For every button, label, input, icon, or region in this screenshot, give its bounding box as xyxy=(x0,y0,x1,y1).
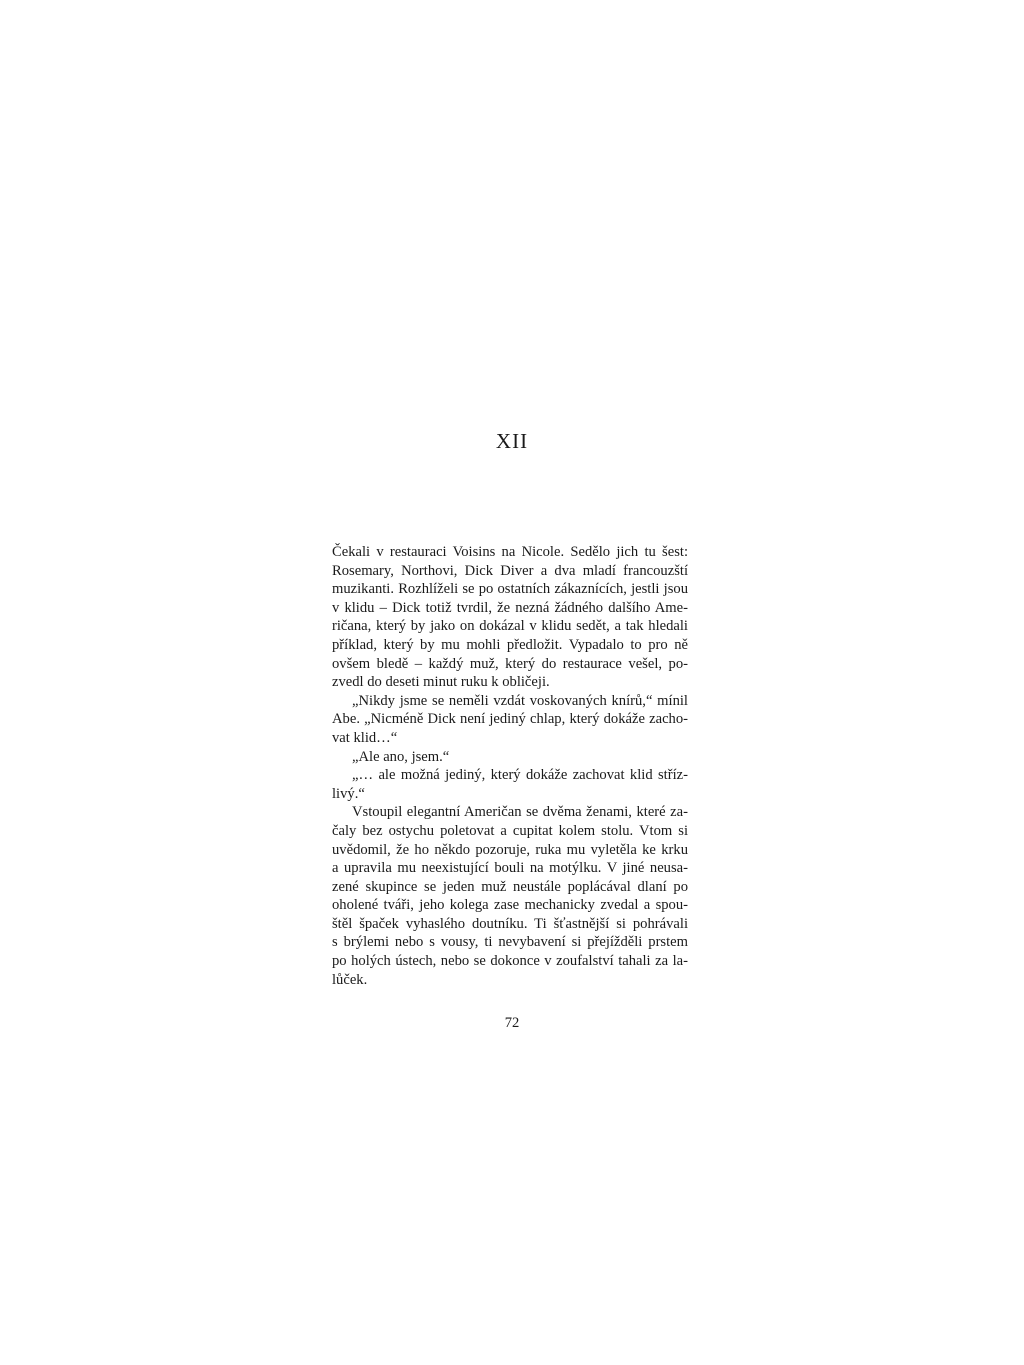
text-line: livý.“ xyxy=(332,785,365,802)
text-line: Čekali v restauraci Voisins na Nicole. Sedělo jich tu šest: xyxy=(332,544,688,560)
text-line: příklad, který by mu mohli předložit. Vypadalo to pro ně xyxy=(332,636,688,653)
text-line: čaly bez ostychu poletovat a cupitat kolem stolu. Vtom si xyxy=(332,822,688,839)
text-line: s brýlemi nebo s vousy, ti nevybavení si přejížděli prstem xyxy=(332,934,688,951)
text-line: lůček. xyxy=(332,971,368,988)
text-line: uvědomil, že ho někdo pozoruje, ruka mu vyletěla ke krku xyxy=(332,841,688,858)
paragraph xyxy=(332,803,688,989)
text-line: „Ale ano, jsem.“ xyxy=(352,748,450,765)
text-line: ovšem bledě – každý muž, který do restaurace vešel, po- xyxy=(332,655,688,672)
text-line: zvedl do deseti minut ruku k obličeji. xyxy=(332,674,550,691)
text-line: muzikanti. Rozhlíželi se po ostatních zákaznících, jestli jsou xyxy=(332,581,688,598)
text-line: „Nikdy jsme se neměli vzdát voskovaných knírů,“ mínil xyxy=(352,692,688,709)
text-line: a upravila mu neexistující bouli na motýlku. V jiné neusa- xyxy=(332,860,688,877)
text-line: Vstoupil elegantní Američan se dvěma ženami, které za- xyxy=(352,804,688,821)
paragraph xyxy=(332,748,688,767)
text-line: zené skupince se jeden muž neustále poplácával dlaní po xyxy=(332,878,688,895)
text-line: vat klid…“ xyxy=(332,729,398,746)
paragraph xyxy=(332,766,688,803)
text-line: ričana, který by jako on dokázal v klidu sedět, a tak hledali xyxy=(332,618,688,635)
text-line: štěl špaček vyhaslého doutníku. Ti šťastnější si pohrávali xyxy=(332,915,688,932)
paragraph xyxy=(332,692,688,748)
body-text xyxy=(332,543,688,989)
text-line: oholené tváři, jeho kolega zase mechanicky zvedal a spou- xyxy=(332,897,688,914)
page-number: 72 xyxy=(504,1015,520,1031)
text-line: po holých ústech, nebo se dokonce v zoufalství tahali za la- xyxy=(332,953,688,970)
text-line: Rosemary, Northovi, Dick Diver a dva mladí francouzští xyxy=(332,562,688,579)
text-line: „… ale možná jediný, který dokáže zachovat klid stříz- xyxy=(352,767,688,784)
paragraph xyxy=(332,543,688,692)
text-line: v klidu – Dick totiž tvrdil, že nezná žádného dalšího Ame- xyxy=(332,599,688,616)
chapter-heading: XII xyxy=(495,429,529,453)
text-line: Abe. „Nicméně Dick není jediný chlap, který dokáže zacho- xyxy=(332,711,688,728)
